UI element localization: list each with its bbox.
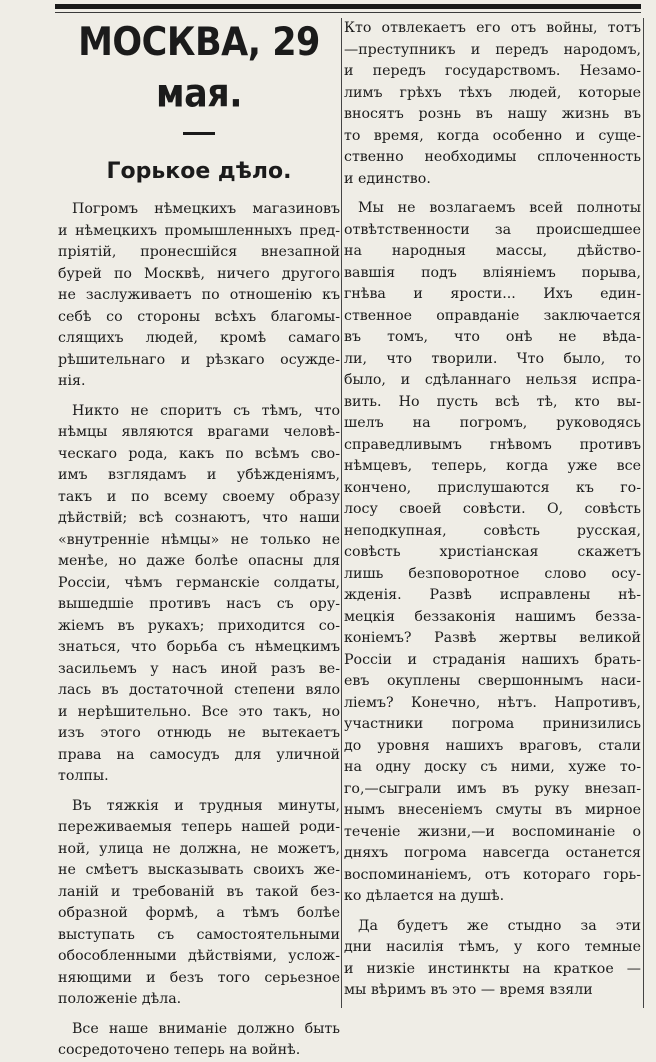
text-line: Кто отвлекаетъ его отъ войны, тотъ xyxy=(344,20,641,36)
text-line: мецкія беззаконія нашимъ безза- xyxy=(344,608,641,625)
text-line: и нерѣшительно. Все это такъ, но xyxy=(58,703,340,720)
text-line: участники погрома принизились xyxy=(344,716,641,732)
paragraph-gap xyxy=(58,788,340,796)
text-line: «внутренніе нѣмцы» не только не xyxy=(58,531,340,548)
text-line: нія. xyxy=(58,373,86,389)
text-line: Россіи, чѣмъ германскіе солдаты, xyxy=(58,574,340,591)
headline-dash xyxy=(183,132,215,135)
text-line: го,—сыграли имъ въ руку внезап- xyxy=(344,780,641,797)
text-line: пріятій, пронесшійся внезапной xyxy=(58,244,340,260)
text-line: себѣ со стороны всѣхъ благомы- xyxy=(58,308,340,325)
text-line: —преступникъ и передъ народомъ, xyxy=(344,41,641,58)
text-line: вить. Но пусть всѣ тѣ, кто вы- xyxy=(344,393,641,410)
text-line: слящихъ людей, кромѣ самаго xyxy=(58,330,340,346)
text-line: на одну доску съ ними, хуже то- xyxy=(344,759,641,775)
text-line: рѣшительнаго и рѣзкаго осужде- xyxy=(58,351,340,368)
column-2-text xyxy=(344,18,641,1002)
text-line: вавшія подъ вліяніемъ порыва, xyxy=(344,264,641,281)
text-line: лишь безповоротное слово осу- xyxy=(344,565,641,582)
text-line: совѣсть христіанская скажетъ xyxy=(344,544,641,560)
text-line: ланій и требованій въ такой без- xyxy=(58,883,340,900)
text-line: коніемъ? Развѣ жертвы великой xyxy=(344,630,641,646)
text-line: не смѣетъ высказывать своихъ же- xyxy=(58,862,340,878)
text-line: ной, улица не должна, не можетъ, xyxy=(58,840,340,857)
text-line: засильемъ у насъ иной разъ ве- xyxy=(58,660,340,677)
text-line: выступать съ самостоятельными xyxy=(58,926,340,943)
text-line: толпы. xyxy=(58,768,109,784)
text-line: не заслуживаетъ по отношенію къ xyxy=(58,287,340,303)
text-line: переживаемыя теперь нашей роди- xyxy=(58,819,340,835)
text-line: то время, когда особенно и суще- xyxy=(344,127,641,144)
paragraph xyxy=(58,796,340,1011)
text-line: Да будетъ же стыдно за эти xyxy=(358,917,641,934)
text-line: ко дѣлается на душѣ. xyxy=(344,888,505,904)
text-line: Все наше вниманіе должно быть xyxy=(72,1020,340,1037)
headline: МОСКВА, 29 мая. xyxy=(78,20,320,117)
text-line: теченіе жизни,—и воспоминаніе о xyxy=(344,823,641,840)
text-line: Мы не возлагаемъ всей полноты xyxy=(358,200,641,216)
text-line: мы вѣримъ въ это — время взяли xyxy=(344,982,593,998)
paragraph-gap xyxy=(58,393,340,401)
text-line: сосредоточено теперь на войнѣ. xyxy=(58,1042,301,1058)
column-1-text xyxy=(58,199,340,1062)
paragraph xyxy=(58,401,340,788)
column-1 xyxy=(58,18,340,1062)
text-line: жіемъ въ рукахъ; приходится со- xyxy=(58,617,340,634)
text-line: на народныя массы, дѣйство- xyxy=(344,243,641,259)
text-line: шелъ на погромъ, руководясь xyxy=(344,415,641,431)
text-line: знаться, что борьба съ нѣмецкимъ xyxy=(58,639,340,655)
text-line: до уровня нашихъ враговъ, стали xyxy=(344,737,641,754)
text-line: Погромъ нѣмецкихъ магазиновъ xyxy=(72,201,340,217)
text-line: вышедшіе противъ насъ съ ору- xyxy=(58,596,340,612)
text-line: въ томъ, что онѣ не вѣда- xyxy=(344,329,641,345)
text-line: и передъ государствомъ. Незамо- xyxy=(344,63,641,79)
text-line: евъ окуплены свершоннымъ наси- xyxy=(344,673,641,689)
text-line: бурей по Москвѣ, ничего другого xyxy=(58,265,340,282)
text-line: отвѣтственности за происшедшее xyxy=(344,221,641,238)
text-line: имъ взглядамъ и убѣжденіямъ, xyxy=(58,467,340,483)
text-line: кончено, прислушаются къ го- xyxy=(344,479,641,496)
text-line: такъ и по всему своему образу xyxy=(58,488,340,505)
paragraph xyxy=(344,18,641,190)
text-line: дни насилія тѣмъ, у кого темные xyxy=(344,939,641,955)
text-line: образной формѣ, а тѣмъ болѣе xyxy=(58,905,340,921)
paragraph xyxy=(58,1019,340,1062)
paragraph xyxy=(344,198,641,908)
text-line: положеніе дѣла. xyxy=(58,991,182,1007)
paragraph-gap xyxy=(344,908,641,916)
column-divider-1 xyxy=(341,18,342,1008)
text-line: и нѣмецкихъ промышленныхъ пред- xyxy=(58,222,340,239)
text-line: ственно необходимы сплоченность xyxy=(344,149,641,165)
text-line: нѣмцы являются врагами человѣ- xyxy=(58,424,340,440)
text-line: ліемъ? Конечно, нѣтъ. Напротивъ, xyxy=(344,694,641,711)
paragraph-gap xyxy=(344,190,641,198)
text-line: лосу своей совѣсти. О, совѣсть xyxy=(344,501,641,517)
text-line: справедливымъ гнѣвомъ противъ xyxy=(344,436,641,453)
text-line: лась въ достаточной степени вяло xyxy=(58,682,340,698)
text-line: и единство. xyxy=(344,170,431,187)
text-line: ственное оправданіе заключается xyxy=(344,307,641,324)
paragraph xyxy=(58,199,340,393)
column-2 xyxy=(344,18,641,1002)
paragraph xyxy=(344,916,641,1002)
paragraph-gap xyxy=(58,1011,340,1019)
text-line: нѣмцевъ, теперь, когда уже все xyxy=(344,458,641,474)
text-line: Россіи и страданія нашихъ брать- xyxy=(344,651,641,668)
text-line: Никто не споритъ съ тѣмъ, что xyxy=(72,402,340,419)
text-line: неподкупная, совѣсть русская, xyxy=(344,522,641,539)
text-line: вносятъ рознь въ нашу жизнь въ xyxy=(344,106,641,122)
text-line: няющими и безъ того серьезное xyxy=(58,969,340,986)
text-line: воспоминаніемъ, отъ котораго горь- xyxy=(344,866,641,883)
column-divider-2 xyxy=(643,18,644,1008)
text-line: изъ этого отнюдь не вытекаетъ xyxy=(58,725,340,741)
text-line: дняхъ погрома навсегда останется xyxy=(344,845,641,861)
text-line: нымъ внесеніемъ смуты въ мирное xyxy=(344,802,641,818)
text-line: и низкіе инстинкты на краткое — xyxy=(344,960,641,977)
text-line: менѣе, но даже болѣе опасны для xyxy=(58,553,340,569)
text-line: права на самосудъ для уличной xyxy=(58,746,340,763)
text-line: жденія. Развѣ исправлены нѣ- xyxy=(344,587,641,603)
text-line: обособленными дѣйствіями, услож- xyxy=(58,948,340,964)
text-line: было, и сдѣланнаго нельзя испра- xyxy=(344,372,641,388)
text-line: ческаго рода, какъ по всѣмъ сво- xyxy=(58,445,340,462)
article-title: Горькое дѣло. xyxy=(106,159,292,184)
text-line: лимъ грѣхъ тѣхъ людей, которые xyxy=(344,84,641,101)
text-line: Въ тяжкія и трудныя минуты, xyxy=(72,797,340,814)
text-line: гнѣва и ярости... Ихъ един- xyxy=(344,286,641,302)
top-rule xyxy=(55,4,641,9)
text-line: ли, что творили. Что было, то xyxy=(344,350,641,367)
text-line: дѣйствій; всѣ сознаютъ, что наши xyxy=(58,510,340,526)
